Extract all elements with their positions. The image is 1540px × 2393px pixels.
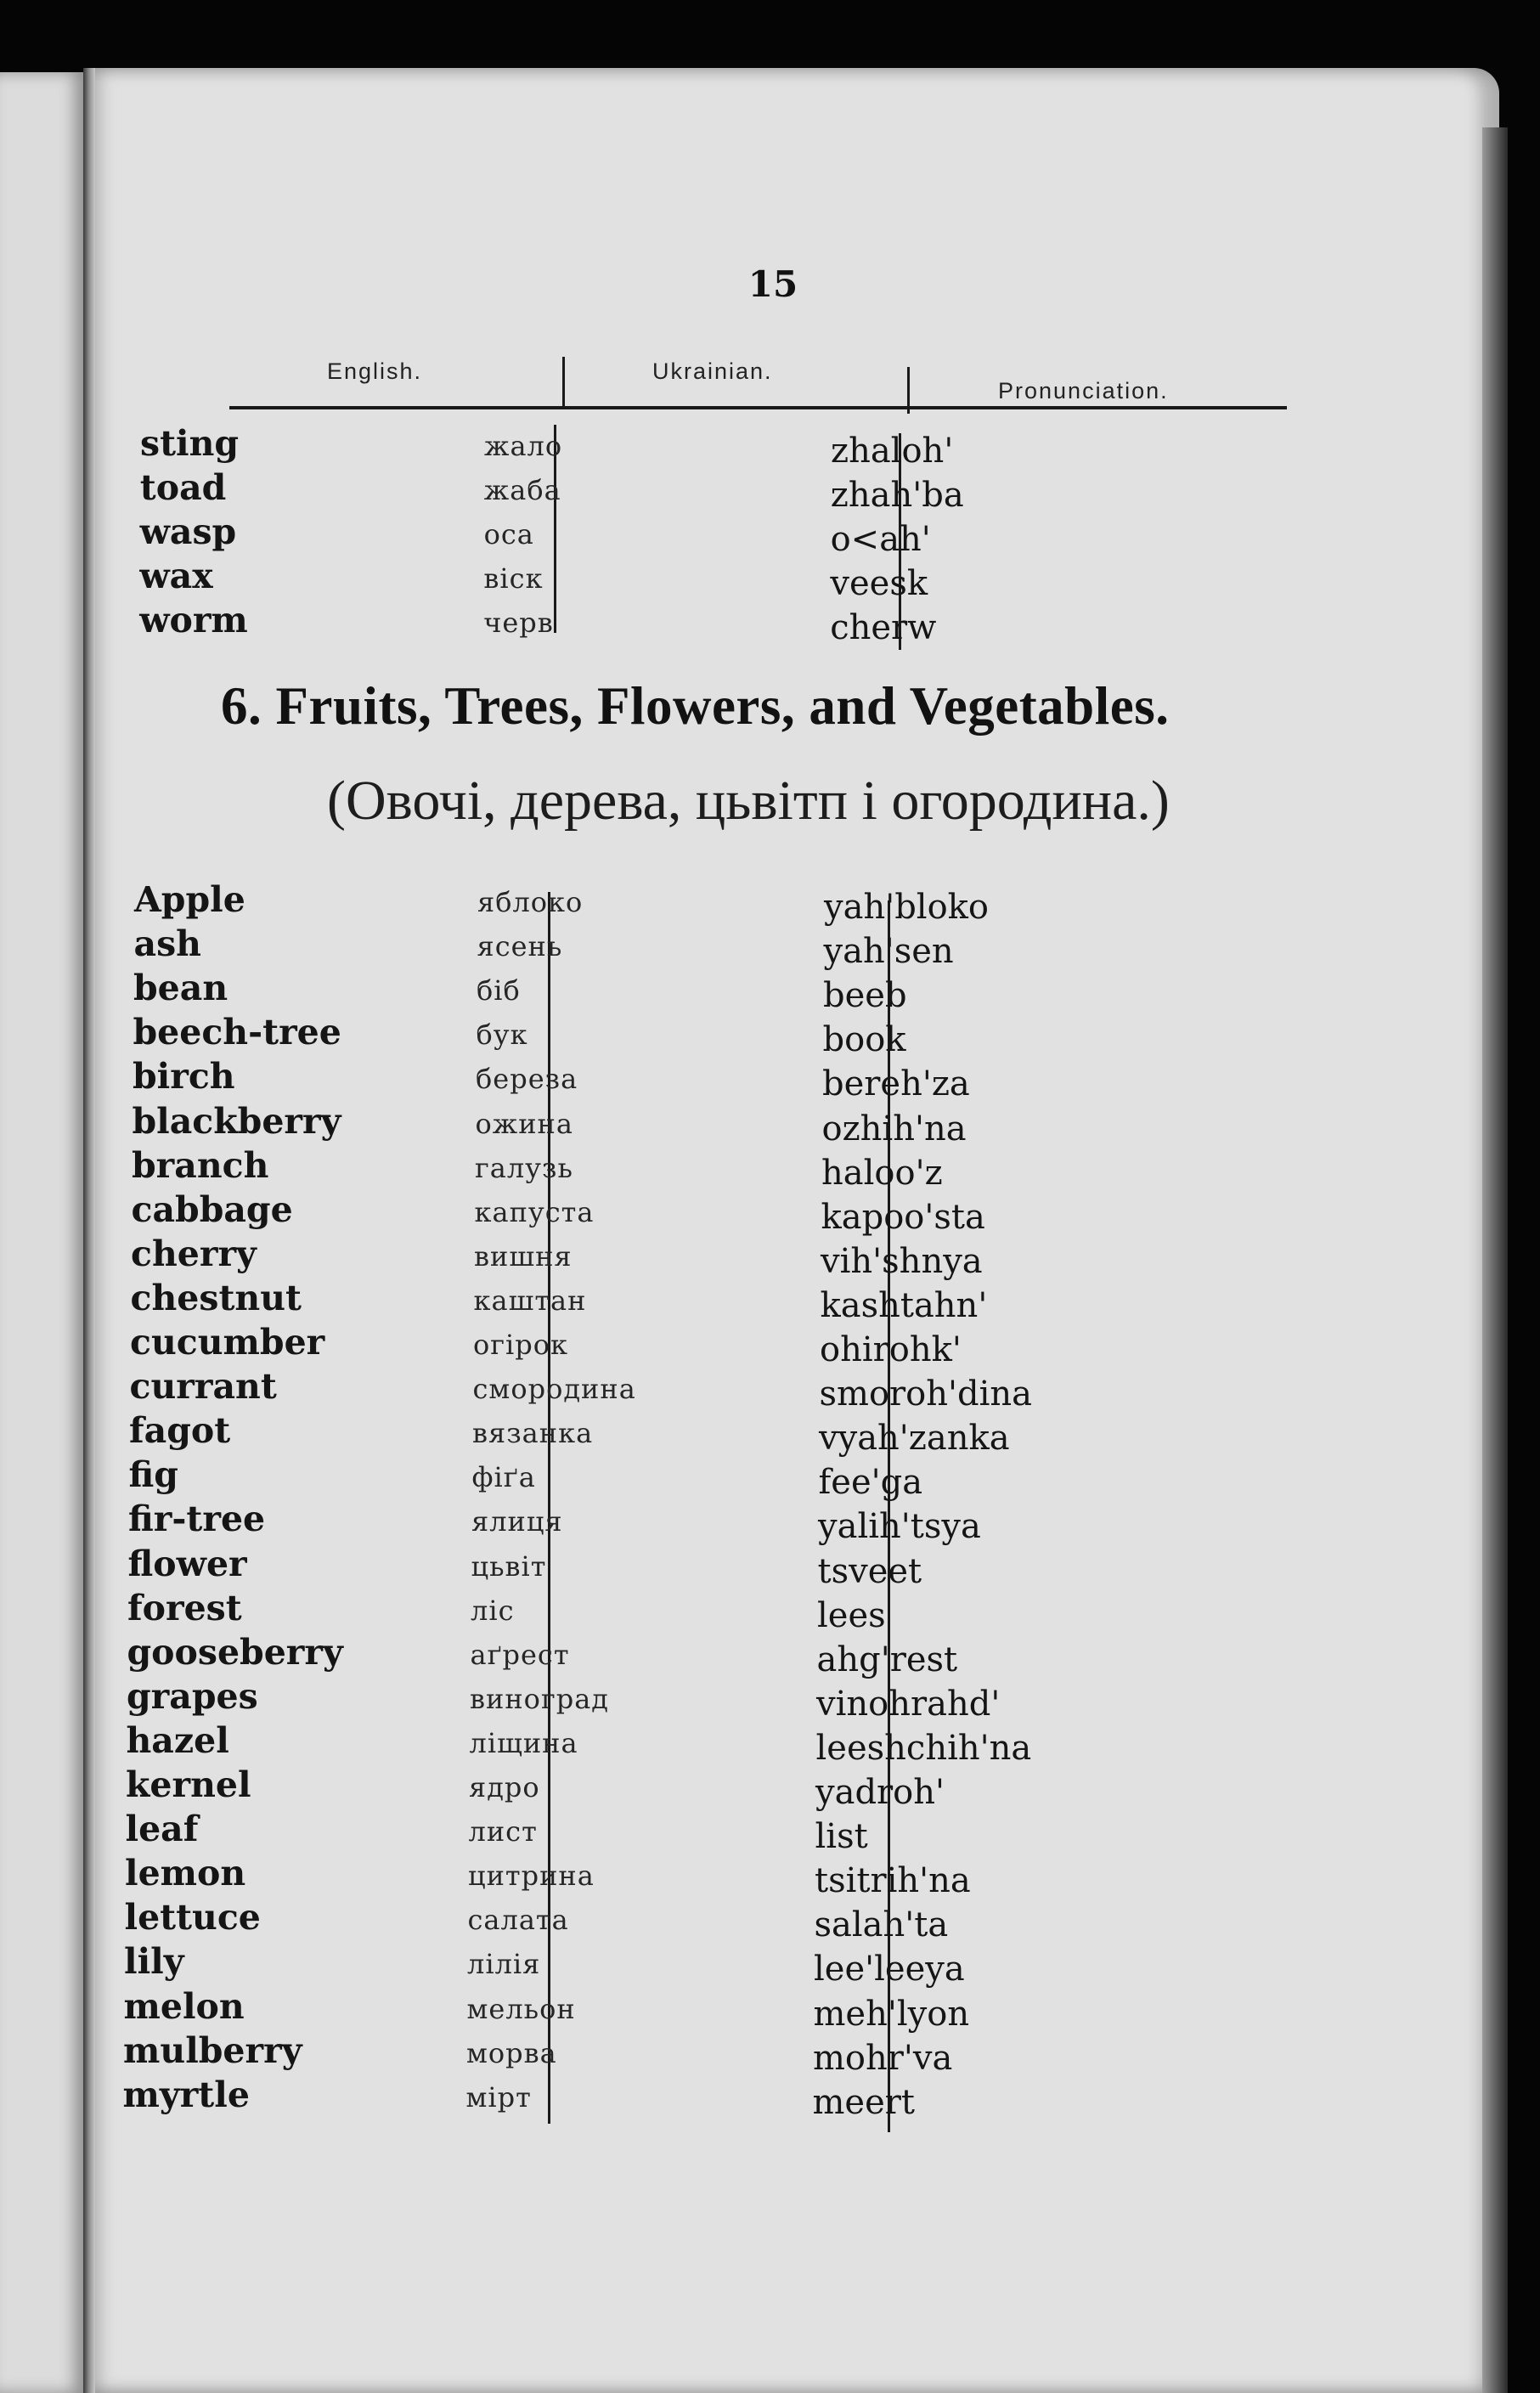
section-title: 6. Fruits, Trees, Flowers, and Vegetables. (221, 676, 1170, 736)
entry-row (0, 968, 1414, 1016)
english-word: branch (132, 1144, 269, 1186)
ukrainian-word: лист (468, 1815, 538, 1848)
pronunciation: zhaloh' (831, 432, 954, 471)
pronunciation: vyah'zanka (819, 1419, 1010, 1459)
ukrainian-word: біб (477, 974, 521, 1007)
english-word: cherry (131, 1233, 257, 1274)
english-word: melon (123, 1985, 245, 2027)
english-word: toad (139, 467, 227, 508)
english-word: chestnut (130, 1277, 302, 1318)
entry-row (0, 1498, 1414, 1547)
pronunciation: vih'shnya (821, 1241, 983, 1281)
ukrainian-word: мельон (466, 1992, 576, 2025)
pronunciation: kapoo'sta (821, 1197, 985, 1237)
entry-row (0, 1100, 1414, 1149)
pronunciation: yalih'tsya (818, 1507, 981, 1547)
ukrainian-word: каштан (473, 1284, 587, 1317)
column-header-ukrainian: Ukrainian. (652, 358, 773, 384)
ukrainian-word: мірт (465, 2080, 532, 2114)
entry-row (0, 1366, 1414, 1414)
english-word: lettuce (124, 1897, 261, 1939)
pronunciation: tsitrih'na (815, 1861, 971, 1901)
ukrainian-word: вязанка (472, 1417, 594, 1450)
page-right-edge (1482, 127, 1508, 2393)
ukrainian-word: жаба (483, 474, 561, 506)
entry-row (0, 423, 1414, 471)
entry-row (0, 1719, 1414, 1768)
ukrainian-word: огірок (473, 1329, 569, 1361)
english-word: flower (127, 1543, 247, 1584)
ukrainian-word: віск (483, 562, 544, 595)
ukrainian-word: цьвіт (471, 1549, 547, 1583)
pronunciation: ahg'rest (816, 1640, 958, 1679)
pronunciation: mohr'va (813, 2038, 953, 2078)
pronunciation: fee'ga (818, 1463, 923, 1503)
entry-row (0, 1897, 1414, 1945)
ukrainian-word: ядро (469, 1771, 540, 1803)
entry-row (0, 1056, 1414, 1104)
entry-row (0, 1985, 1414, 2034)
pronunciation: leeshchih'na (815, 1728, 1032, 1768)
ukrainian-word: аґрест (470, 1638, 570, 1671)
entry-row (0, 1410, 1414, 1459)
english-word: beech-tree (133, 1012, 341, 1053)
pronunciation: bereh'za (822, 1064, 970, 1104)
english-word: mulberry (123, 2029, 302, 2071)
pronunciation: smoroh'dina (819, 1374, 1033, 1414)
english-word: gooseberry (127, 1631, 343, 1673)
pronunciation: meert (812, 2082, 915, 2122)
english-word: leaf (125, 1809, 199, 1850)
ukrainian-word: береза (476, 1063, 578, 1096)
pronunciation: beeb (823, 976, 907, 1016)
pronunciation: yah'bloko (824, 888, 990, 927)
english-word: bean (133, 968, 228, 1009)
pronunciation: lee'leeya (814, 1950, 965, 1989)
english-word: Apple (134, 879, 245, 920)
pronunciation: haloo'z (821, 1153, 943, 1193)
entry-row (0, 1233, 1414, 1281)
ukrainian-word: жало (484, 430, 563, 462)
page-number: 15 (747, 263, 798, 305)
english-word: cabbage (131, 1188, 293, 1230)
pronunciation: ozhih'na (821, 1109, 967, 1149)
ukrainian-word: ожина (475, 1107, 573, 1140)
header-rule (229, 406, 1287, 409)
english-word: cucumber (130, 1322, 325, 1363)
column-header-english: English. (327, 358, 423, 384)
entry-row (0, 511, 1414, 559)
pronunciation: salah'ta (814, 1905, 949, 1945)
entry-row (0, 1322, 1414, 1369)
ukrainian-word: виноград (470, 1682, 609, 1715)
english-word: ash (133, 923, 201, 965)
english-word: lemon (125, 1853, 246, 1894)
english-word: sting (140, 423, 240, 464)
ukrainian-word: фіґа (471, 1461, 536, 1494)
entry-row (0, 1631, 1414, 1679)
entry-row (0, 2029, 1414, 2078)
ukrainian-word: вишня (474, 1239, 573, 1273)
ukrainian-word: морва (466, 2036, 557, 2069)
english-word: forest (127, 1587, 242, 1628)
pronunciation: meh'lyon (813, 1994, 970, 2034)
entry-row (0, 467, 1414, 515)
entry-row (0, 1809, 1414, 1857)
ukrainian-word: галузь (475, 1151, 573, 1184)
entry-row (0, 2074, 1414, 2122)
pronunciation: vinohrahd' (816, 1684, 1001, 1724)
entry-row (0, 1012, 1414, 1060)
pronunciation: ohirohk' (820, 1330, 962, 1369)
english-word: grapes (127, 1675, 258, 1717)
entry-row (0, 1277, 1414, 1325)
entry-row (0, 1454, 1414, 1503)
pronunciation: yadroh' (815, 1773, 945, 1812)
entry-row (0, 1543, 1414, 1591)
entry-row (0, 1144, 1414, 1193)
pronunciation: book (822, 1020, 906, 1060)
ukrainian-word: капуста (474, 1195, 595, 1228)
english-word: wasp (139, 511, 237, 552)
pronunciation: cherw (830, 608, 937, 647)
english-word: worm (139, 600, 248, 641)
pronunciation: kashtahn' (820, 1285, 988, 1325)
column-header-pronunciation: Pronunciation. (998, 378, 1169, 404)
ukrainian-word: смородина (472, 1373, 636, 1406)
ukrainian-word: черв (483, 607, 554, 639)
ukrainian-word: лілія (467, 1948, 541, 1981)
entry-row (0, 1941, 1414, 1989)
ukrainian-word: ясень (477, 930, 563, 963)
entry-row (0, 1853, 1414, 1901)
english-word: birch (133, 1056, 235, 1098)
pronunciation: o<ah' (830, 520, 931, 559)
ukrainian-word: цитрина (468, 1860, 595, 1893)
english-word: myrtle (122, 2074, 250, 2115)
ukrainian-word: ліс (471, 1594, 515, 1627)
pronunciation: yah'sen (823, 932, 954, 972)
pronunciation: veesk (830, 564, 928, 603)
english-word: kernel (126, 1764, 251, 1805)
ukrainian-word: бук (476, 1019, 528, 1052)
pronunciation: tsveet (817, 1551, 922, 1591)
english-word: blackberry (132, 1100, 341, 1142)
pronunciation: lees (817, 1595, 886, 1635)
ukrainian-word: яблоко (477, 886, 584, 918)
english-word: lily (124, 1941, 184, 1983)
ukrainian-word: салата (467, 1904, 569, 1937)
ukrainian-word: ялиця (471, 1505, 563, 1538)
header-divider-1 (562, 357, 565, 408)
english-word: wax (139, 556, 213, 596)
pronunciation: list (815, 1817, 868, 1857)
entry-row (0, 600, 1414, 647)
english-word: currant (129, 1366, 277, 1408)
english-word: fir-tree (128, 1498, 266, 1540)
english-word: fig (128, 1454, 178, 1496)
entry-row (0, 1188, 1414, 1237)
pronunciation: zhah'ba (830, 476, 964, 515)
english-word: fagot (129, 1410, 231, 1452)
entry-row (0, 879, 1414, 927)
entry-row (0, 1587, 1414, 1635)
entry-row (0, 1764, 1414, 1812)
entry-row (0, 556, 1414, 603)
entry-row (0, 923, 1414, 972)
ukrainian-word: ліщина (469, 1726, 578, 1759)
entry-row (0, 1675, 1414, 1724)
english-word: hazel (126, 1719, 229, 1761)
ukrainian-word: оса (483, 518, 534, 550)
section-subtitle: (Овочі, дерева, цьвітп і огородина.) (327, 770, 1170, 832)
